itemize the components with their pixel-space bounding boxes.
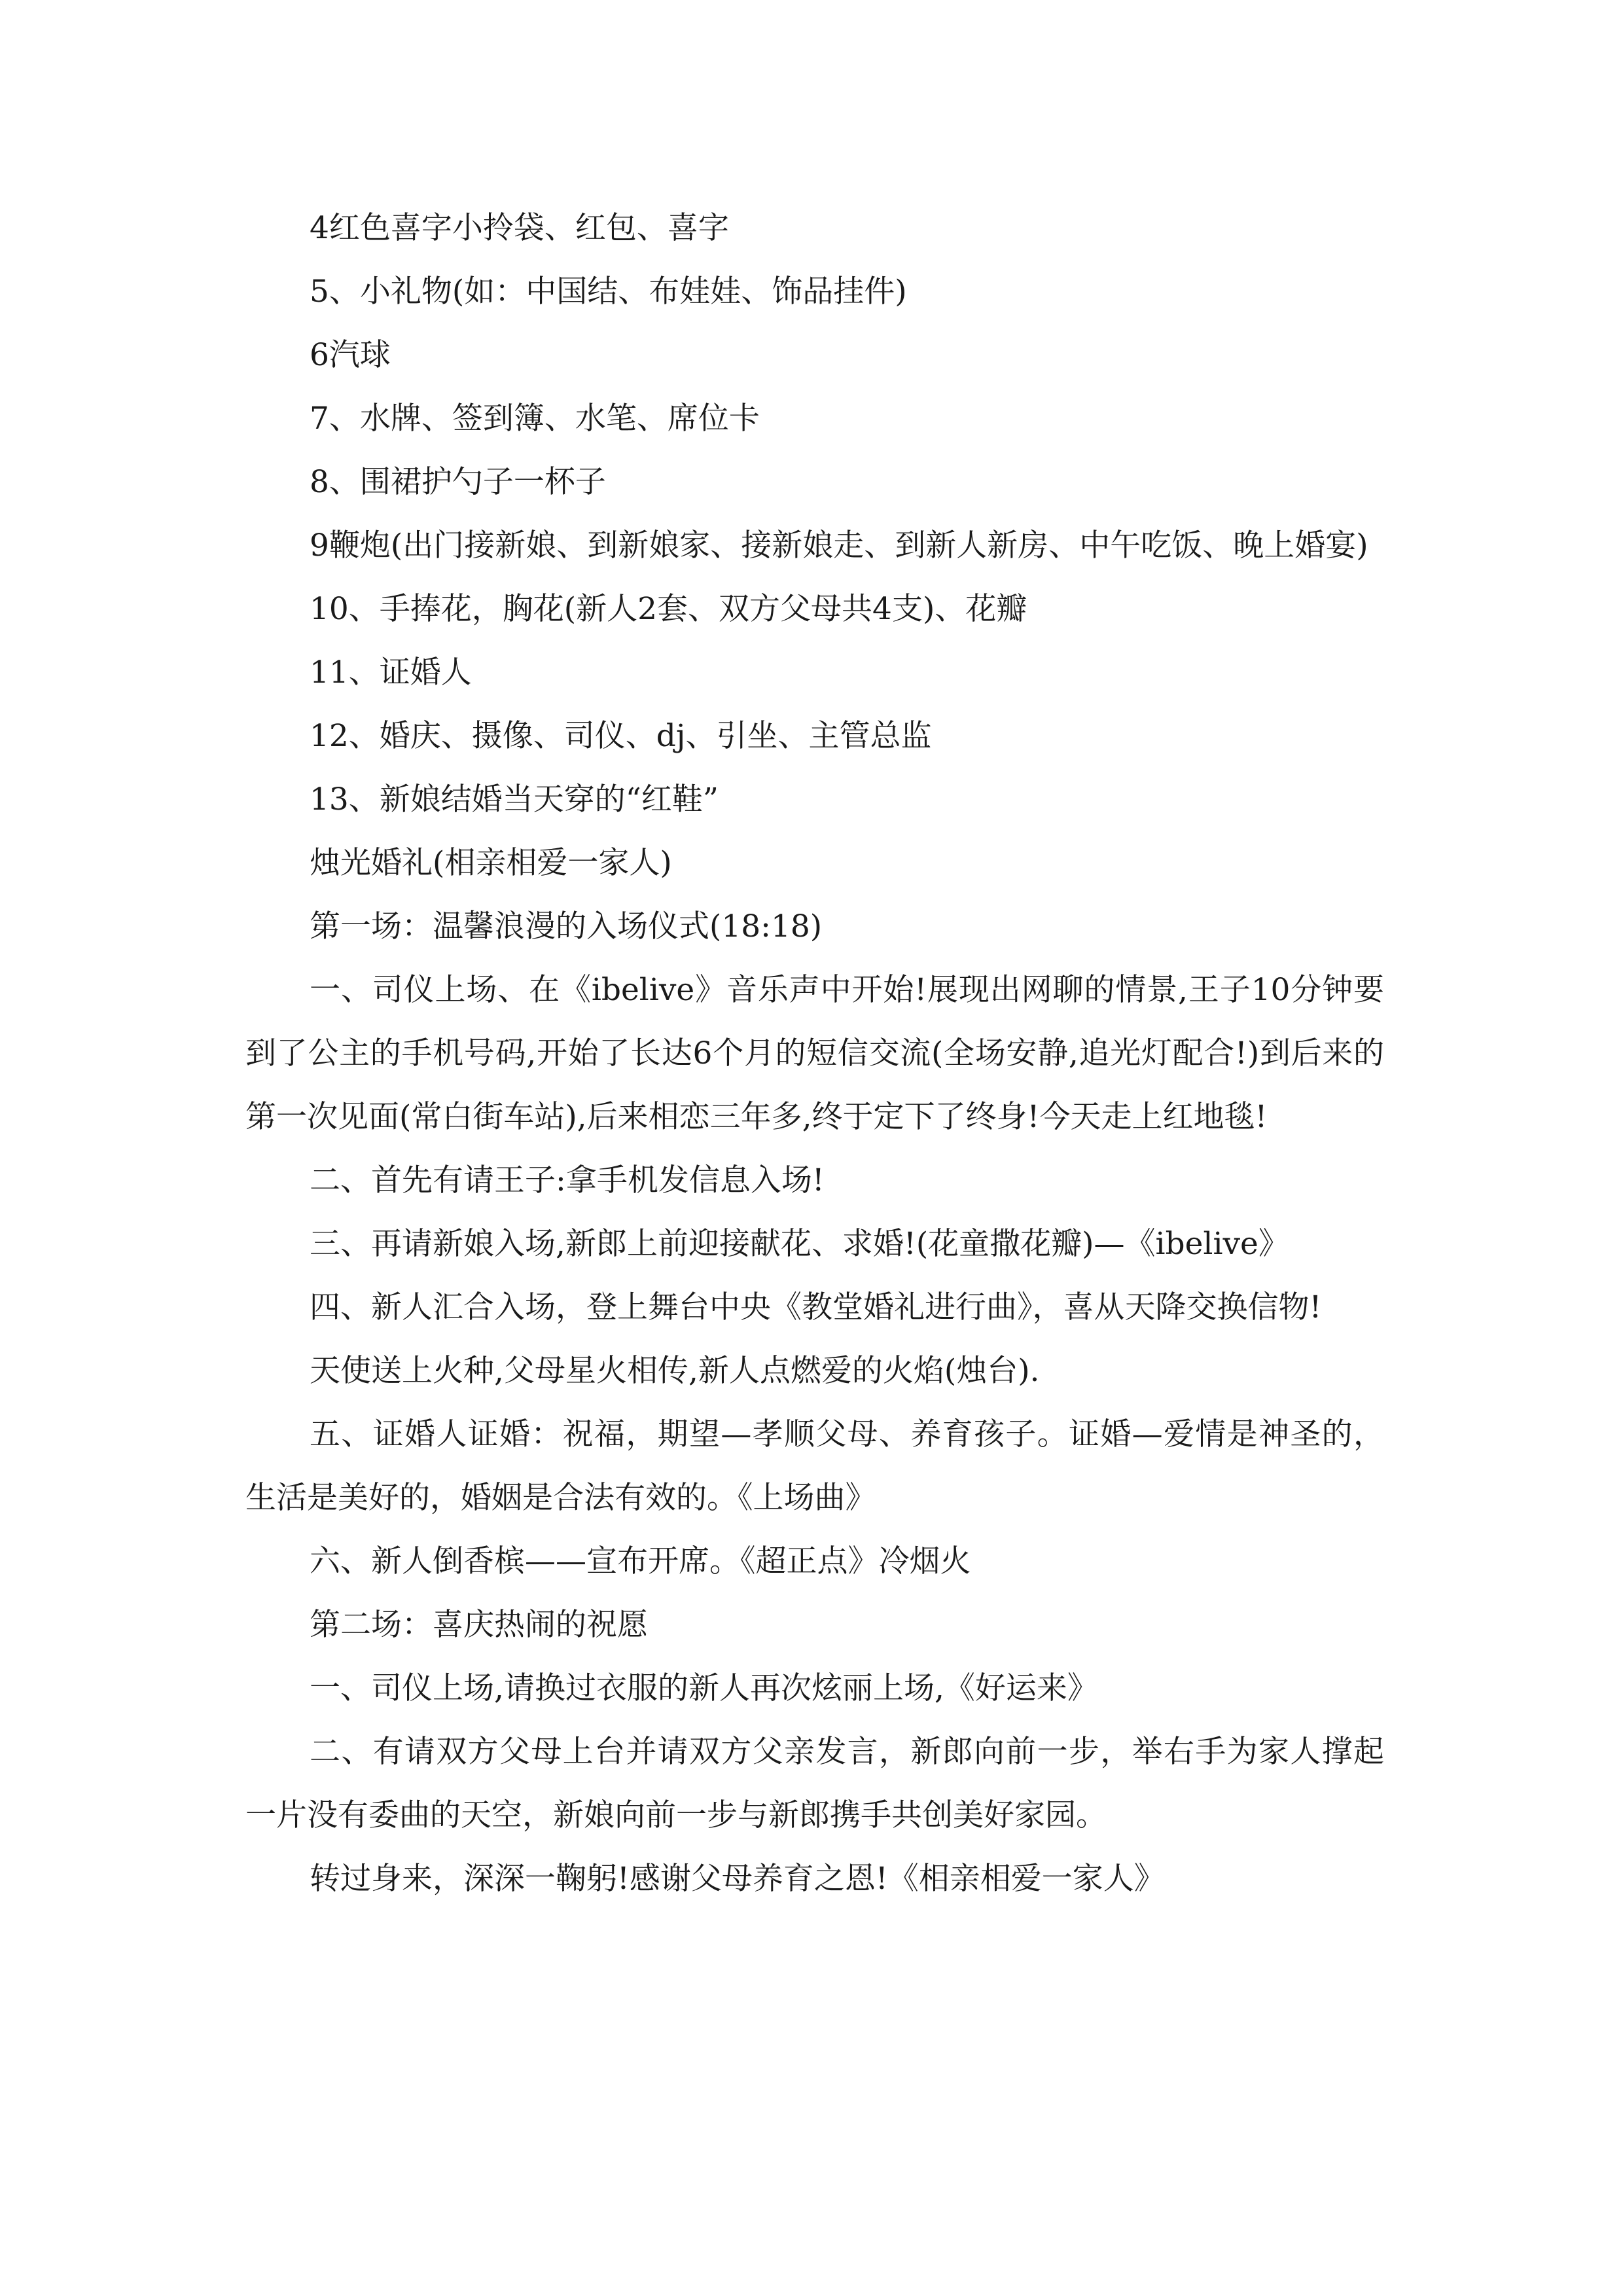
list-item: 11、证婚人 xyxy=(310,655,472,691)
section-heading: 第二场：喜庆热闹的祝愿 xyxy=(310,1607,648,1643)
list-item: 4红色喜字小拎袋、红包、喜字 xyxy=(310,210,729,246)
section-heading: 烛光婚礼(相亲相爱一家人) xyxy=(310,845,672,881)
list-item: 9鞭炮(出门接新娘、到新娘家、接新娘走、到新人新房、中午吃饭、晚上婚宴) xyxy=(310,528,1368,564)
paragraph: 二、有请双方父母上台并请双方父亲发言，新郎向前一步，举右手为家人撑起一片没有委曲的天空，新娘向前一步与新郎携手共创美好家园。 xyxy=(245,1734,1384,1833)
list-item: 12、婚庆、摄像、司仪、dj、引坐、主管总监 xyxy=(310,718,932,754)
paragraph: 六、新人倒香槟——宣布开席。《超正点》冷烟火 xyxy=(310,1543,971,1579)
paragraph: 转过身来，深深一鞠躬!感谢父母养育之恩!《相亲相爱一家人》 xyxy=(310,1861,1165,1897)
list-item: 13、新娘结婚当天穿的“红鞋” xyxy=(310,781,719,817)
paragraph: 三、再请新娘入场,新郎上前迎接献花、求婚!(花童撒花瓣)—《ibelive》 xyxy=(310,1226,1289,1262)
document-body xyxy=(245,196,1384,1910)
list-item: 10、手捧花，胸花(新人2套、双方父母共4支)、花瓣 xyxy=(310,591,1027,627)
section-heading: 第一场：温馨浪漫的入场仪式(18:18) xyxy=(310,908,823,944)
paragraph: 天使送上火种,父母星火相传,新人点燃爱的火焰(烛台). xyxy=(310,1353,1040,1389)
list-item: 8、围裙护勺子一杯子 xyxy=(310,464,606,500)
list-item: 6汽球 xyxy=(310,337,391,373)
list-item: 5、小礼物(如：中国结、布娃娃、饰品挂件) xyxy=(310,274,907,310)
paragraph: 四、新人汇合入场，登上舞台中央《教堂婚礼进行曲》，喜从天降交换信物! xyxy=(310,1289,1322,1325)
paragraph: 二、首先有请王子:拿手机发信息入场! xyxy=(310,1162,825,1198)
list-item: 7、水牌、签到簿、水笔、席位卡 xyxy=(310,401,760,437)
paragraph: 五、证婚人证婚：祝福，期望—孝顺父母、养育孩子。证婚—爱情是神圣的，生活是美好的，婚姻是合法有效的。《上场曲》 xyxy=(245,1416,1384,1516)
paragraph: 一、司仪上场,请换过衣服的新人再次炫丽上场,《好运来》 xyxy=(310,1670,1098,1706)
paragraph: 一、司仪上场、在《ibelive》音乐声中开始!展现出网聊的情景,王子10分钟要到了公主的手机号码,开始了长达6个月的短信交流(全场安静,追光灯配合!)到后来的第一次见面(常白街车站),后来相恋三年多,终于定下了终身!今天走上红地毯! xyxy=(245,972,1384,1135)
